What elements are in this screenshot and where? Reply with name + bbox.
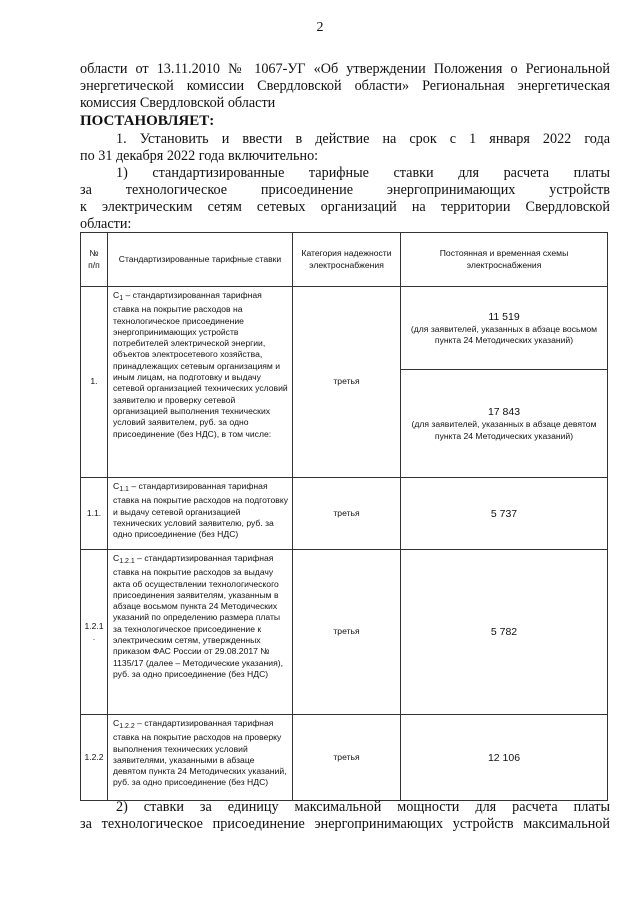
row-value-cell <box>401 478 608 550</box>
row-num-suffix: . <box>92 632 96 642</box>
row-num: 1.2.2 <box>81 715 108 801</box>
row-value-cell <box>401 370 608 478</box>
row-category: третья <box>293 287 401 478</box>
row-category: третья <box>293 478 401 550</box>
text-line: комиссия Свердловской области <box>80 95 276 111</box>
text-line: к электрическим сетям сетевых организаций на территории Свердловской <box>80 199 610 215</box>
row-value-cell <box>401 715 608 801</box>
text-line: энергетической комиссии Свердловской области» Региональная энергетическая <box>80 78 610 94</box>
row-value-cell <box>401 550 608 715</box>
rate-value: 11 519 <box>488 310 520 323</box>
row-num: 1. <box>81 287 108 478</box>
rate-text: – стандартизированная тарифная ставка на покрытие расходов за выдачу акта об осуществлении технологического присоединения заявителям, указанным в абзаце восьмом пункта 24 Методических указаний по определению размера платы за технологическое присоединение к электрическим сетям, утвержденных приказом ФАС России от 29.08.2017 № 1135/17 (далее – Методические указания), руб. за одно присоединение (без НДС) <box>113 553 283 679</box>
resolution-heading: ПОСТАНОВЛЯЕТ: <box>80 113 215 129</box>
rate-text: – стандартизированная тарифная ставка на покрытие расходов на технологическое присоединение энергопринимающих устройств потребителей электрической энергии, объектов электросетевого хозяйства, принадлежащих сетевым организациям и иным лицам, на подготовку и выдачу сетевой организацией технических условий заявителю и проверку сетевой организацией выполнения технических условий заявителем, руб. за одно присоединение (без НДС), в том числе: <box>113 290 288 439</box>
rate-code: С <box>113 553 120 563</box>
rate-text: – стандартизированная тарифная ставка на покрытие расходов на проверку выполнения технических условий заявителями, указанными в абзаце девятом пункта 24 Методических указаний, руб. за одно присоединение (без НДС) <box>113 718 287 788</box>
rate-value: 17 843 <box>487 406 521 419</box>
row-description <box>108 715 293 801</box>
rate-note: (для заявителей, указанных в абзаце восьмом пункта 24 Методических указаний) <box>410 323 598 345</box>
text-line: 2) ставки за единицу максимальной мощности для расчета платы <box>116 799 610 815</box>
rate-note: (для заявителей, указанных в абзаце девятом пункта 24 Методических указаний) <box>411 419 597 441</box>
text-line: за технологическое присоединение энергопринимающих устройств максимальной <box>80 816 610 832</box>
row-description <box>108 478 293 550</box>
row-description <box>108 287 293 478</box>
row-description <box>108 550 293 715</box>
page-number: 2 <box>316 20 324 35</box>
text-line: 1. Установить и ввести в действие на срок с 1 января 2022 года <box>116 131 610 147</box>
header-category: Категория надежности электроснабжения <box>293 233 401 287</box>
row-category: третья <box>293 715 401 801</box>
rate-subscript: 1 <box>119 295 124 302</box>
rate-value: 5 782 <box>490 626 518 638</box>
text-line: области: <box>80 216 132 232</box>
text-line: за технологическое присоединение энергопринимающих устройств <box>80 182 610 198</box>
rate-subscript: 1.1 <box>119 486 129 493</box>
intro-paragraph <box>80 61 610 112</box>
item-1-paragraph <box>80 131 610 165</box>
row-num: 1.1. <box>81 478 108 550</box>
rate-code: С <box>113 290 120 300</box>
item-2-paragraph <box>80 799 610 833</box>
tariff-table <box>80 232 608 801</box>
rate-code: С <box>113 718 120 728</box>
rate-value: 12 106 <box>487 751 521 764</box>
rate-subscript: 1.2.2 <box>119 723 135 730</box>
text-line: области от 13.11.2010 № 1067-УГ «Об утверждении Положения о Региональной <box>80 61 610 77</box>
table-row <box>81 478 608 550</box>
text-line: 1) стандартизированные тарифные ставки для расчета платы <box>116 165 610 181</box>
header-name: Стандартизированные тарифные ставки <box>108 233 293 287</box>
rate-code: С <box>113 481 120 491</box>
table-row <box>81 550 608 715</box>
text-line: по 31 декабря 2022 года включительно: <box>80 148 319 164</box>
header-scheme: Постоянная и временная схемы электроснабжения <box>401 233 608 287</box>
table-header-row <box>81 233 608 287</box>
header-num: № п/п <box>81 233 108 287</box>
row-num-text: 1.2.1 <box>84 620 104 631</box>
table-row <box>81 287 608 370</box>
table-row <box>81 715 608 801</box>
rate-value: 5 737 <box>490 507 518 520</box>
row-num <box>81 550 108 715</box>
item-1-1-paragraph <box>80 165 610 233</box>
row-value-cell <box>401 287 608 370</box>
rate-text: – стандартизированная тарифная ставка на покрытие расходов на подготовку и выдачу сетевой организацией технических условий заявителю, руб. за одно присоединение (без НДС) <box>113 481 289 540</box>
rate-subscript: 1.2.1 <box>119 558 135 565</box>
row-category: третья <box>293 550 401 715</box>
